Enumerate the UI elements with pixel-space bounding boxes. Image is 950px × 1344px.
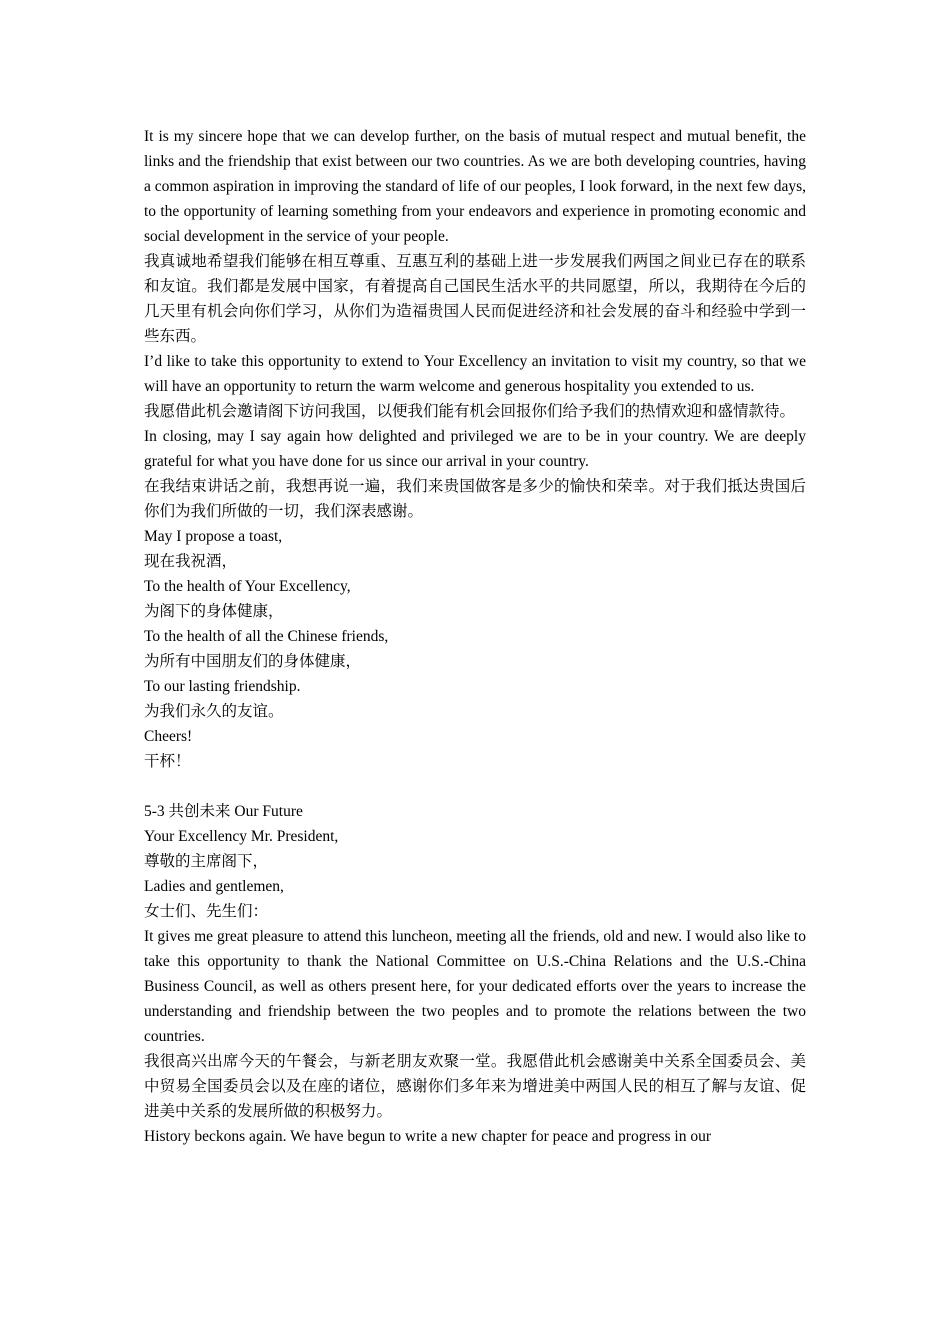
paragraph-invitation-en: I’d like to take this opportunity to extend to Your Excellency an invitation to visit my country, so that we will have an opportunity to return the warm welcome and generous hospitality you extended to us.	[144, 353, 806, 395]
paragraph-luncheon-en: It gives me great pleasure to attend this luncheon, meeting all the friends, old and new. I would also like to take this opportunity to thank the National Committee on U.S.-China Relations and the U.S.-China Business Council, as well as others present here, for your dedicated efforts over the years to increase the understanding and friendship between the two peoples and to promote the relations between the two countries.	[144, 928, 806, 1045]
section-spacer	[144, 774, 806, 799]
line-friendship-en: To our lasting friendship.	[144, 678, 301, 695]
line-health-excellency-en: To the health of Your Excellency,	[144, 578, 351, 595]
section-heading: 5-3 共创未来 Our Future	[144, 803, 303, 820]
line-cheers-en: Cheers!	[144, 728, 193, 745]
paragraph-luncheon-zh: 我很高兴出席今天的午餐会，与新老朋友欢聚一堂。我愿借此机会感谢美中关系全国委员会、美中贸易全国委员会以及在座的诸位，感谢你们多年来为增进美中两国人民的相互了解与友谊、促进美中关系的发展所做的积极努力。	[144, 1053, 806, 1120]
paragraph-closing-zh: 在我结束讲话之前，我想再说一遍，我们来贵国做客是多少的愉快和荣幸。对于我们抵达贵国后你们为我们所做的一切，我们深表感谢。	[144, 478, 806, 520]
line-health-friends-en: To the health of all the Chinese friends,	[144, 628, 389, 645]
paragraph-hope-zh: 我真诚地希望我们能够在相互尊重、互惠互利的基础上进一步发展我们两国之间业已存在的联系和友谊。我们都是发展中国家，有着提高自己国民生活水平的共同愿望，所以，我期待在今后的几天里有机会向你们学习，从你们为造福贵国人民而促进经济和社会发展的奋斗和经验中学到一些东西。	[144, 253, 806, 345]
paragraph-history-en: History beckons again. We have begun to write a new chapter for peace and progress in our	[144, 1128, 712, 1145]
document-page	[144, 124, 806, 1149]
salutation-president-en: Your Excellency Mr. President,	[144, 828, 339, 845]
salutation-president-zh: 尊敬的主席阁下，	[144, 853, 269, 870]
line-health-excellency-zh: 为阁下的身体健康，	[144, 603, 284, 620]
line-toast-en: May I propose a toast,	[144, 528, 283, 545]
paragraph-hope-en: It is my sincere hope that we can develop further, on the basis of mutual respect and mutual benefit, the links and the friendship that exist between our two countries. As we are both developing countries, having a common aspiration in improving the standard of life of our peoples, I look forward, in the next few days, to the opportunity of learning something from your endeavors and experience in promoting economic and social development in the service of your people.	[144, 128, 806, 245]
line-toast-zh: 现在我祝酒，	[144, 553, 238, 570]
salutation-ladies-zh: 女士们、先生们：	[144, 903, 269, 920]
salutation-ladies-en: Ladies and gentlemen,	[144, 878, 284, 895]
line-health-friends-zh: 为所有中国朋友们的身体健康，	[144, 653, 362, 670]
paragraph-invitation-zh: 我愿借此机会邀请阁下访问我国，以便我们能有机会回报你们给予我们的热情欢迎和盛情款待。	[144, 403, 796, 420]
line-friendship-zh: 为我们永久的友谊。	[144, 703, 284, 720]
paragraph-closing-en: In closing, may I say again how delighted and privileged we are to be in your country. We are deeply grateful for what you have done for us since our arrival in your country.	[144, 428, 806, 470]
line-cheers-zh: 干杯！	[144, 753, 191, 770]
